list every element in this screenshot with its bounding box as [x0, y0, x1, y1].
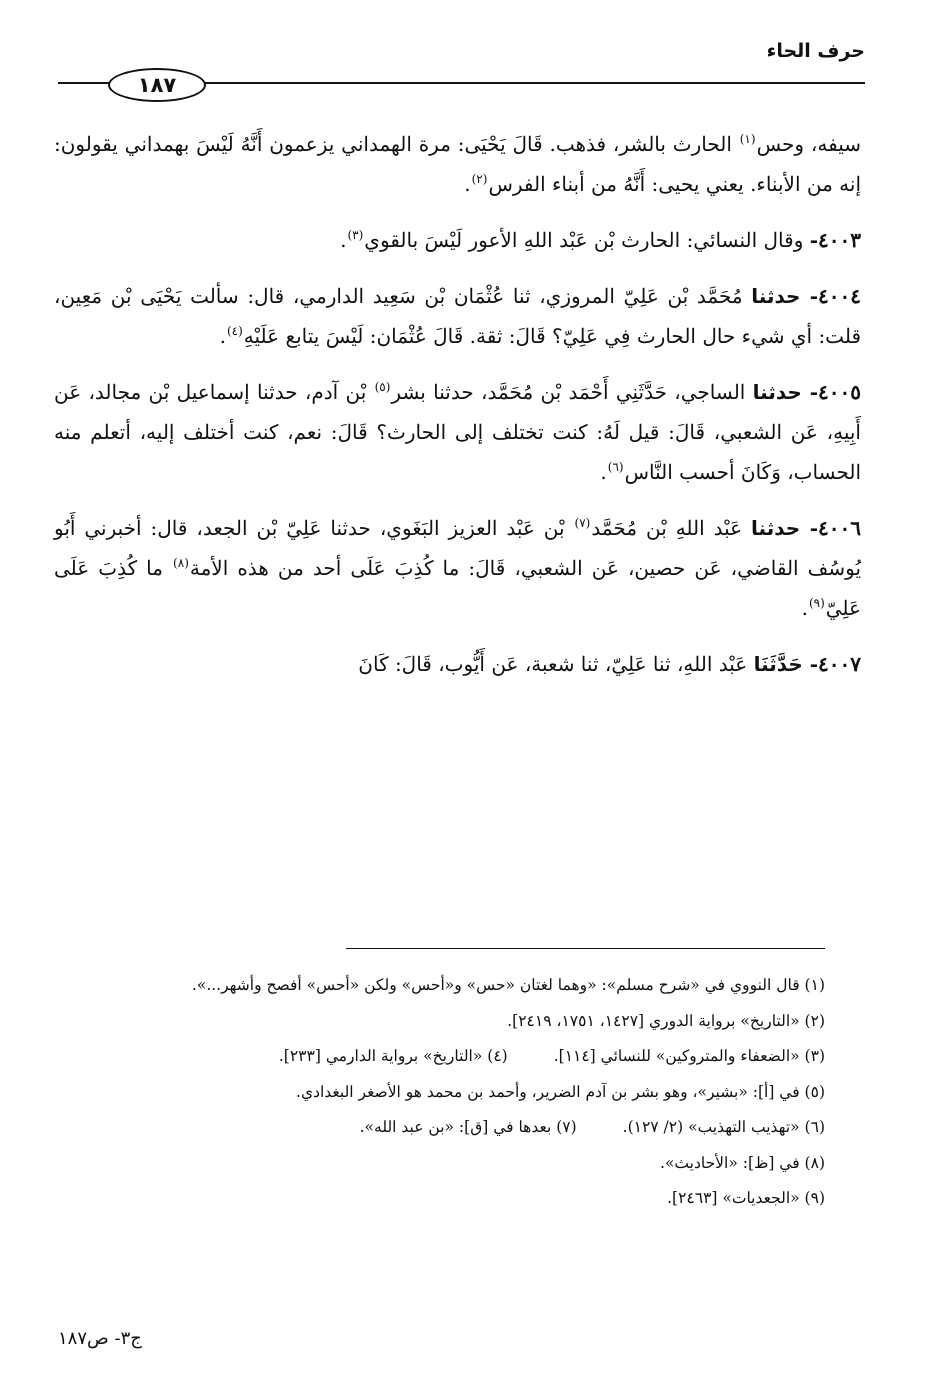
footnote-line [90, 1075, 825, 1111]
text-run: بْن عَبْد العزيز البَغَوي، حدثنا عَلِيّ بْن الجعد، قال: أخبرني أَبُو يُوسُف القاضي، عَن حصين، عَن الشعبي، قَالَ: ما كُذِبَ عَلَى أحد من هذه الأمة [54, 516, 862, 580]
text-run: مُحَمَّد بْن عَلِيّ المروزي، ثنا عُثْمَان بْن سَعِيد الدارمي، قال: سألت يَحْيَى بْن مَعِين، قلت: أي شيء حال الحارث فِي عَلِيّ؟ قَالَ: ثقة. قَالَ عُثْمَان: لَيْسَ يتابع عَلَيْهِ [54, 284, 861, 348]
footnote-ref-2: (٢) [471, 172, 488, 187]
hadith-number: ٤٠٠٣- [809, 228, 861, 252]
text-run: عَبْد اللهِ، ثنا عَلِيّ، ثنا شعبة، عَن أَيُّوب، قَالَ: كَانَ [358, 652, 754, 676]
footnote-ref-7: (٧) [574, 516, 591, 531]
paragraph-4004 [54, 276, 861, 356]
footnote-ref-9: (٩) [808, 596, 825, 611]
footnote-line [90, 968, 825, 1004]
text-run: سيفه، وحس [756, 132, 861, 156]
footnote-ref-3: (٣) [347, 228, 364, 243]
hadith-number: ٤٠٠٦- [809, 516, 861, 540]
footnote-9: (٩) «الجعديات» [٢٤٦٣]. [667, 1189, 825, 1207]
text-run: بْن آدم، حدثنا إسماعيل بْن مجالد، عَن أَبِيهِ، عَن الشعبي، قَالَ: قيل لَهُ: كنت تختلف إلى الحارث؟ قَالَ: نعم، كنت أختلف إليه، أتعلم منه الحساب، وَكَانَ أحسب النَّاس [54, 380, 861, 484]
narration-keyword: حدثنا [752, 380, 810, 404]
footnote-5: (٥) في [أ]: «بشير»، وهو بشر بن آدم الضرير، وأحمد بن محمد هو الأصغر البغدادي. [296, 1082, 825, 1101]
footnote-ref-6: (٦) [607, 460, 624, 475]
text-run: عَبْد اللهِ بْن مُحَمَّد [591, 516, 752, 540]
paragraph-4006 [54, 508, 861, 628]
text-run: ما كُذِبَ عَلَى عَلِيّ [54, 556, 861, 620]
footnote-line [90, 1004, 825, 1040]
footnote-ref-8: (٨) [173, 556, 189, 571]
text-run: الساجي، حَدَّثَنِي أَحْمَد بْن مُحَمَّد، حدثنا بشر [391, 380, 753, 404]
hadith-number: ٤٠٠٤- [809, 284, 861, 308]
footnote-6: (٦) «تهذيب التهذيب» (٢/ ١٢٧). [622, 1118, 825, 1136]
text-run: . [600, 460, 607, 484]
text-run: . [464, 172, 471, 196]
footnote-rule [346, 948, 825, 949]
footnote-7: (٧) بعدها في [ق]: «بن عبد الله». [359, 1118, 577, 1136]
footnote-line [90, 1110, 825, 1146]
footnotes [90, 968, 825, 1217]
hadith-number: ٤٠٠٧- [809, 652, 861, 676]
footnote-line [90, 1146, 825, 1182]
footnote-ref-5: (٥) [374, 380, 391, 395]
narration-keyword: حدثنا [751, 284, 810, 308]
footnote-ref-1: (١) [739, 132, 756, 147]
footnote-ref-4: (٤) [226, 324, 243, 339]
hadith-number: ٤٠٠٥- [809, 380, 861, 404]
text-run: الحارث بالشر، فذهب. قَالَ يَحْيَى: مرة الهمداني يزعمون أَنَّهُ لَيْسَ بهمداني يقولون: إنه من الأبناء. يعني يحيى: أَنَّهُ من أبناء الفرس [54, 132, 861, 196]
paragraph-1 [54, 124, 861, 204]
footnote-3: (٣) «الضعفاء والمتروكين» للنسائي [١١٤]. [553, 1047, 825, 1065]
footnote-4: (٤) «التاريخ» برواية الدارمي [٢٣٣]. [278, 1047, 508, 1065]
narration-keyword: حَدَّثَنَا [753, 652, 810, 676]
footnote-1: (١) قال النووي في «شرح مسلم»: «وهما لغتان «حس» و«أحس» ولكن «أحس» أفصح وأشهر...». [191, 976, 825, 994]
text-run: . [340, 228, 347, 252]
page-reference: ج٣- ص١٨٧ [58, 1328, 142, 1349]
footnote-2: (٢) «التاريخ» برواية الدوري [١٤٢٧، ١٧٥١، ٢٤١٩]. [507, 1011, 825, 1030]
text-run: . [219, 324, 226, 348]
page-number-badge: ١٨٧ [108, 68, 206, 102]
footnote-line [90, 1181, 825, 1217]
footnote-8: (٨) في [ظ]: «الأحاديث». [660, 1153, 825, 1172]
paragraph-4003 [54, 220, 861, 260]
running-title: حرف الحاء [766, 40, 865, 62]
paragraph-4007 [54, 644, 861, 684]
text-run: وقال النسائي: الحارث بْن عَبْد اللهِ الأعور لَيْسَ بالقوي [364, 228, 810, 252]
narration-keyword: حدثنا [751, 516, 810, 540]
text-run: . [801, 596, 808, 620]
main-text [54, 124, 861, 684]
paragraph-4005 [54, 372, 861, 492]
footnote-line [90, 1039, 825, 1075]
